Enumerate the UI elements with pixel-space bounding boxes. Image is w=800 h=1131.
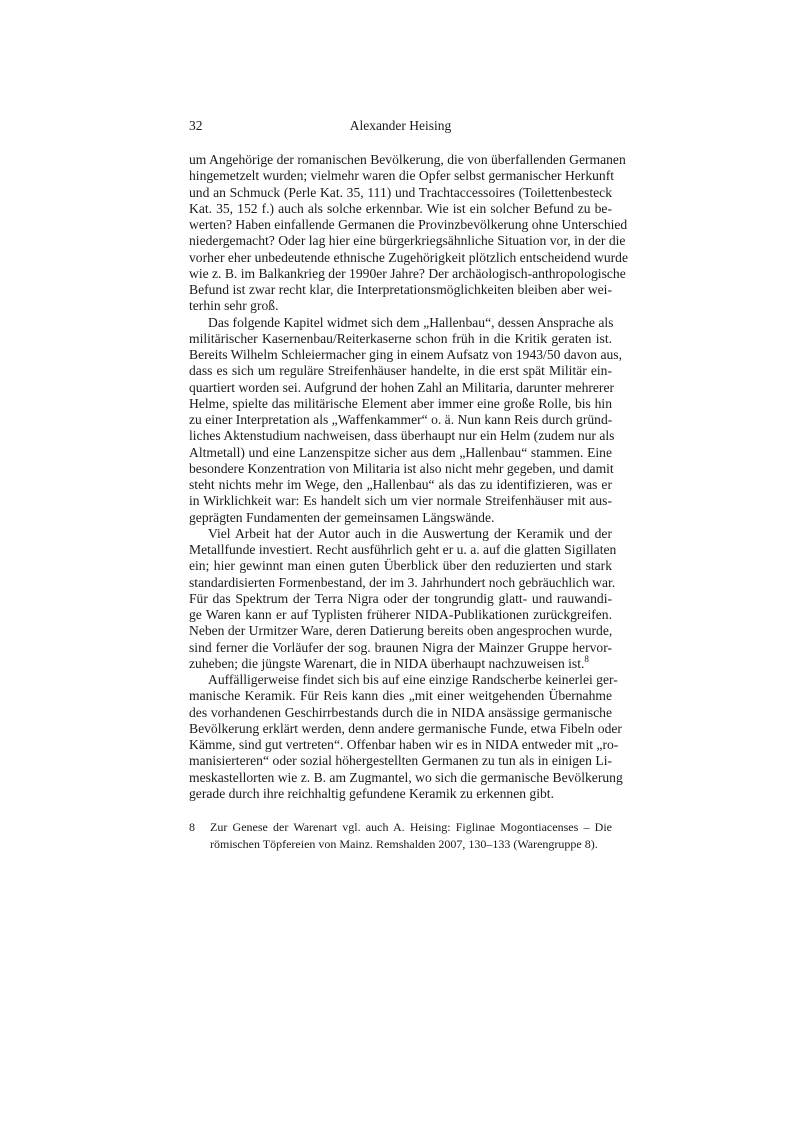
line-text: meskastellorten wie z. B. am Zugmantel, wo sich die germanische Bevölkerung — [189, 769, 623, 785]
line-text: manische Keramik. Für Reis kann dies „mit einer weitgehenden Übernahme — [189, 688, 612, 704]
text-line — [189, 526, 612, 542]
text-line — [189, 720, 622, 737]
line-text: niedergemacht? Oder lag hier eine bürgerkriegsähnliche Situation vor, in der die — [189, 233, 626, 249]
paragraph — [189, 152, 628, 315]
line-text: zuheben; die jüngste Warenart, die in NIDA überhaupt nachzuweisen ist. — [189, 655, 585, 671]
line-text: Für das Spektrum der Terra Nigra oder der tongrundig glatt- und rauwandi- — [189, 590, 612, 606]
paragraph — [189, 525, 617, 672]
footnote-reference[interactable]: 8 — [584, 653, 589, 664]
text-line — [189, 688, 612, 704]
text-line — [189, 607, 612, 623]
page-number: 32 — [189, 118, 203, 133]
text-line — [189, 185, 612, 201]
text-line — [189, 558, 612, 574]
line-text: des vorhandenen Geschirrbestands durch die in NIDA ansässige germanische — [189, 704, 612, 720]
text-line — [189, 217, 628, 233]
paragraph — [189, 672, 623, 802]
line-text: sind ferner die Vorläufer der sog. braunen Nigra der Mainzer Gruppe hervor- — [189, 639, 612, 655]
line-text: Das folgende Kapitel widmet sich dem „Hallenbau“, dessen Ansprache als — [208, 314, 614, 330]
line-text: steht nichts mehr im Wege, den „Hallenbau“ als das zu identifizieren, was er — [189, 477, 612, 492]
text-line — [189, 786, 612, 802]
line-text: wie z. B. im Balkankrieg der 1990er Jahre? Der archäologisch-anthropologische — [189, 265, 626, 281]
running-head: Alexander Heising — [349, 118, 452, 133]
line-text: Kat. 35, 152 f.) auch als solche erkennbar. Wie ist ein solcher Befund zu be- — [189, 200, 612, 216]
footnote-line: römischen Töpfereien von Mainz. Remshalden 2007, 130–133 (Warengruppe 8). — [210, 837, 598, 851]
line-text: Neben der Urmitzer Ware, deren Datierung bereits oben angesprochen wurde, — [189, 623, 613, 639]
body-text — [189, 152, 628, 802]
line-text: Bevölkerung erklärt werden, denn andere germanische Funde, etwa Fibeln oder — [189, 720, 622, 736]
line-text: in Wirklichkeit war: Es handelt sich um vier normale Streifenhäuser mit aus- — [189, 493, 612, 509]
line-text: dass es sich um reguläre Streifenhäuser handelte, in die erst spät Militär ein- — [189, 363, 612, 379]
line-text: Auffälligerweise findet sich bis auf eine einzige Randscherbe keinerlei ger- — [208, 672, 618, 687]
line-text: werten? Haben einfallende Germanen die Provinzbevölkerung ohne Unterschied — [189, 217, 628, 232]
line-text: Bereits Wilhelm Schleiermacher ging in einem Aufsatz von 1943/50 davon aus, — [189, 347, 622, 362]
line-text: liches Aktenstudium nachweisen, dass überhaupt nur ein Helm (zudem nur als — [189, 428, 615, 444]
text-line — [189, 363, 612, 379]
text-line — [189, 412, 612, 428]
text-line — [189, 653, 612, 672]
text-line — [189, 591, 612, 607]
line-text: um Angehörige der romanischen Bevölkerung, die von überfallenden Germanen — [189, 152, 626, 167]
line-text: Metallfunde investiert. Recht ausführlich geht er u. a. auf die glatten Sigillaten — [189, 542, 617, 557]
line-text: Kämme, sind gut vertreten“. Offenbar haben wir es in NIDA entweder mit „ro- — [189, 737, 619, 752]
line-text: gerade durch ihre reichhaltig gefundene Keramik zu erkennen gibt. — [189, 785, 554, 801]
line-text: Befund ist zwar recht klar, die Interpretationsmöglichkeiten bleiben aber wei- — [189, 282, 612, 297]
line-text: und an Schmuck (Perle Kat. 35, 111) und Trachtaccessoires (Toilettenbesteck — [189, 184, 612, 200]
text-line — [189, 753, 612, 769]
text-line — [189, 769, 623, 786]
line-text: Altmetall) und eine Lanzenspitze sicher aus dem „Hallenbau“ stammen. Eine — [189, 444, 612, 460]
line-text: besondere Konzentration von Militaria ist also nicht mehr gegeben, und damit — [189, 460, 614, 476]
line-text: terhin sehr groß. — [189, 298, 279, 314]
line-text: quartiert worden sei. Aufgrund der hohen Zahl an Militaria, darunter mehrerer — [189, 379, 615, 395]
text-line — [189, 542, 617, 558]
footnote-number: 8 — [189, 820, 195, 834]
footnote — [189, 819, 612, 853]
text-line — [189, 623, 612, 639]
line-text: militärischer Kasernenbau/Reiterkaserne schon früh in die Kritik geraten ist. — [189, 330, 612, 346]
text-line — [189, 249, 628, 266]
footnote-line: Zur Genese der Warenart vgl. auch A. Heising: Figlinae Mogontiacenses – Die — [210, 820, 612, 834]
line-text: zu einer Interpretation als „Waffenkammer“ o. ä. Nun kann Reis durch gründ- — [189, 412, 613, 427]
line-text: ge Waren kann er auf Typlisten früherer NIDA-Publikationen zurückgreifen. — [189, 607, 612, 622]
text-line — [189, 461, 612, 477]
text-line — [189, 640, 612, 656]
text-line — [189, 315, 612, 331]
text-line — [189, 298, 612, 314]
text-line — [189, 379, 615, 396]
text-line — [189, 574, 616, 591]
page-header — [189, 118, 612, 136]
line-text: vorher eher unbedeutende ethnische Zugehörigkeit plötzlich entscheidend wurde — [189, 249, 628, 265]
text-line — [189, 201, 612, 217]
text-line — [189, 347, 622, 363]
text-line — [189, 331, 612, 347]
text-line — [189, 737, 619, 753]
text-line — [189, 282, 612, 298]
text-line — [189, 510, 612, 526]
paragraph — [189, 314, 622, 526]
text-line — [189, 477, 612, 493]
text-line — [189, 168, 615, 184]
text-line — [189, 233, 626, 249]
line-text: Viel Arbeit hat der Autor auch in die Auswertung der Keramik und der — [208, 525, 612, 541]
text-line — [189, 493, 612, 509]
line-text: manisierteren“ oder sozial höhergestellten Germanen zu tun als in einigen Li- — [189, 753, 612, 769]
line-text: Helme, spielte das militärische Element aber immer eine große Rolle, bis hin — [189, 395, 612, 411]
text-line — [189, 705, 612, 721]
text-line — [189, 265, 626, 282]
line-text: geprägten Fundamenten der gemeinsamen Längswände. — [189, 509, 495, 525]
text-line — [189, 396, 612, 412]
text-line — [189, 152, 626, 168]
text-line — [189, 428, 615, 444]
text-line — [189, 672, 618, 688]
line-text: hingemetzelt wurden; vielmehr waren die Opfer selbst germanischer Herkunft — [189, 168, 615, 184]
line-text: ein; hier gewinnt man einen guten Überblick über den reduzierten und stark — [189, 558, 612, 574]
line-text: standardisierten Formenbestand, der im 3. Jahrhundert noch gebräuchlich war. — [189, 574, 616, 590]
text-line — [189, 445, 612, 461]
